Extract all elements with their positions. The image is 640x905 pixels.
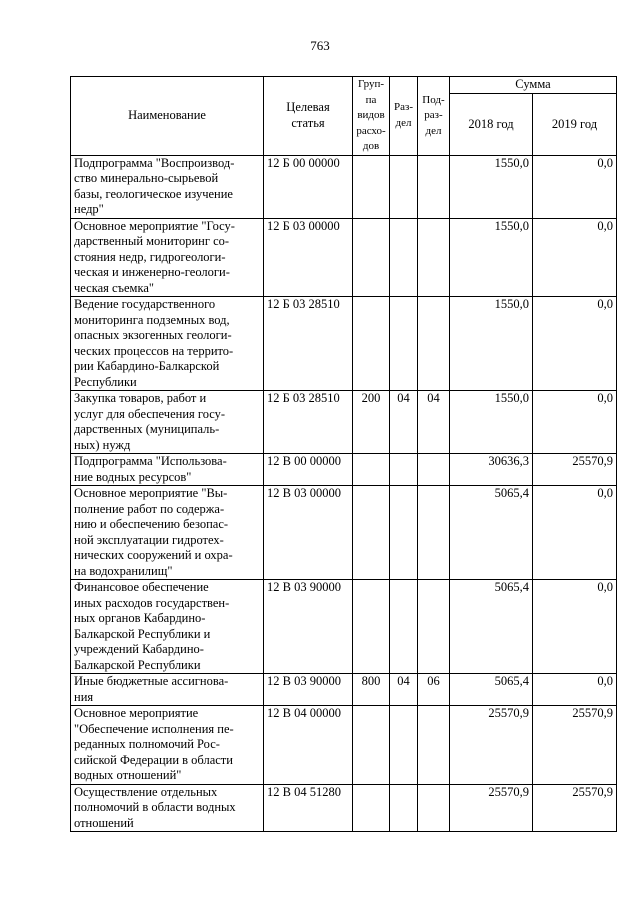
row-name	[71, 391, 264, 454]
row-sum-2019: 25570,9	[533, 454, 617, 486]
row-section: 04	[390, 391, 418, 454]
row-name-line: Ведение государственного	[74, 297, 216, 311]
row-sum-2018: 1550,0	[450, 218, 533, 297]
header-expense-group	[353, 77, 390, 156]
header-target-article-line: Целевая	[286, 100, 330, 115]
row-target-article: 12 Б 00 00000	[264, 155, 353, 218]
row-name-line: ных органов Кабардино-	[74, 611, 206, 625]
header-section	[390, 77, 418, 156]
row-name-line: Финансовое обеспечение	[74, 580, 209, 594]
row-name-line: опасных экзогенных геологи-	[74, 328, 232, 342]
header-target-article-line: статья	[291, 115, 325, 130]
row-expense-group	[353, 155, 390, 218]
header-section-line: дел	[395, 116, 412, 129]
row-target-article: 12 В 03 90000	[264, 674, 353, 706]
row-name-line: водных отношений"	[74, 768, 182, 782]
row-name-line: ство минерально-сырьевой	[74, 171, 219, 185]
row-section	[390, 580, 418, 674]
row-expense-group: 200	[353, 391, 390, 454]
header-expense-group-line: Груп-	[357, 78, 385, 90]
row-target-article: 12 В 03 90000	[264, 580, 353, 674]
row-name-line: нических сооружений и охра-	[74, 548, 233, 562]
row-sum-2018: 1550,0	[450, 297, 533, 391]
row-name-line: ческая и инженерно-геологи-	[74, 265, 230, 279]
row-subsection	[418, 706, 450, 785]
row-name-line: дарственных (муниципаль-	[74, 422, 220, 436]
header-target-article	[264, 77, 353, 156]
row-section	[390, 454, 418, 486]
row-sum-2018: 30636,3	[450, 454, 533, 486]
row-subsection	[418, 218, 450, 297]
row-subsection	[418, 297, 450, 391]
row-name	[71, 218, 264, 297]
row-name-line: ческая съемка"	[74, 280, 155, 295]
row-expense-group	[353, 297, 390, 391]
table-row	[71, 454, 617, 486]
row-name-line: ния	[74, 689, 94, 704]
header-name: Наименование	[71, 77, 264, 156]
header-subsection-line: раз-	[424, 109, 443, 121]
page-number: 763	[310, 38, 330, 53]
header-subsection	[418, 77, 450, 156]
row-name-line: услуг для обеспечения госу-	[74, 406, 226, 421]
row-section	[390, 486, 418, 580]
row-sum-2019: 0,0	[533, 155, 617, 218]
row-name-line: Республики	[74, 374, 137, 389]
row-name-line: ных) нужд	[74, 437, 131, 452]
row-subsection: 04	[418, 391, 450, 454]
row-name	[71, 454, 264, 486]
row-sum-2018: 1550,0	[450, 391, 533, 454]
table-row	[71, 391, 617, 454]
row-expense-group	[353, 454, 390, 486]
row-subsection	[418, 155, 450, 218]
row-name-line: Балкарской Республики и	[74, 626, 211, 641]
row-sum-2019: 25570,9	[533, 784, 617, 832]
row-name-line: полномочий в области водных	[74, 800, 236, 814]
budget-table	[70, 76, 617, 832]
row-sum-2019: 0,0	[533, 297, 617, 391]
row-name-line: Подпрограмма "Воспроизвод-	[74, 155, 235, 170]
row-target-article: 12 Б 03 00000	[264, 218, 353, 297]
header-expense-group-line: расхо-	[356, 124, 386, 137]
table-row	[71, 674, 617, 706]
row-section	[390, 218, 418, 297]
row-name-line: базы, геологическое изучение	[74, 186, 233, 201]
row-name	[71, 706, 264, 785]
row-sum-2018: 5065,4	[450, 580, 533, 674]
row-name	[71, 486, 264, 580]
row-sum-2019: 25570,9	[533, 706, 617, 785]
row-sum-2019: 0,0	[533, 486, 617, 580]
row-target-article: 12 В 04 00000	[264, 706, 353, 785]
row-target-article: 12 Б 03 28510	[264, 391, 353, 454]
row-expense-group	[353, 706, 390, 785]
header-expense-group-line: дов	[362, 140, 380, 152]
row-name-line: мониторинга подземных вод,	[74, 312, 230, 327]
table-row	[71, 297, 617, 391]
row-name-line: иных расходов государствен-	[74, 595, 230, 610]
row-name-line: "Обеспечение исполнения пе-	[74, 721, 234, 736]
row-name-line: реданных полномочий Рос-	[74, 737, 220, 751]
row-name-line: Подпрограмма "Использова-	[74, 454, 227, 468]
row-section	[390, 706, 418, 785]
row-name-line: Основное мероприятие	[74, 706, 199, 720]
row-sum-2018: 1550,0	[450, 155, 533, 218]
row-name-line: на водохранилищ"	[74, 563, 173, 578]
row-name	[71, 297, 264, 391]
row-name-line: Основное мероприятие "Вы-	[74, 486, 228, 500]
row-expense-group	[353, 784, 390, 832]
row-section: 04	[390, 674, 418, 706]
row-name-line: стояния недр, гидрогеологи-	[74, 249, 226, 264]
row-subsection: 06	[418, 674, 450, 706]
row-name-line: Основное мероприятие "Госу-	[74, 218, 235, 233]
header-year-2019: 2019 год	[533, 94, 617, 155]
row-name-line: Балкарской Республики	[74, 657, 201, 672]
row-sum-2018: 5065,4	[450, 674, 533, 706]
row-name-line: недр"	[74, 202, 104, 216]
table-row	[71, 486, 617, 580]
table-row	[71, 218, 617, 297]
row-name-line: дарственный мониторинг со-	[74, 234, 230, 248]
row-sum-2019: 0,0	[533, 218, 617, 297]
row-expense-group: 800	[353, 674, 390, 706]
row-name	[71, 784, 264, 832]
row-expense-group	[353, 218, 390, 297]
row-expense-group	[353, 580, 390, 674]
row-target-article: 12 В 00 00000	[264, 454, 353, 486]
row-expense-group	[353, 486, 390, 580]
row-sum-2018: 25570,9	[450, 784, 533, 832]
row-name-line: Закупка товаров, работ и	[74, 391, 207, 405]
row-target-article: 12 Б 03 28510	[264, 297, 353, 391]
header-year-2018: 2018 год	[450, 94, 533, 155]
header-subsection-line: Под-	[422, 93, 445, 106]
row-target-article: 12 В 04 51280	[264, 784, 353, 832]
table-row	[71, 706, 617, 785]
row-name	[71, 155, 264, 218]
row-sum-2018: 25570,9	[450, 706, 533, 785]
row-sum-2018: 5065,4	[450, 486, 533, 580]
header-section-line: Раз-	[393, 101, 413, 114]
row-section	[390, 784, 418, 832]
header-expense-group-line: видов	[357, 109, 385, 121]
table-row	[71, 580, 617, 674]
header-expense-group-line: па	[365, 93, 377, 106]
row-name-line: отношений	[74, 815, 134, 830]
table-row	[71, 155, 617, 218]
row-name-line: полнение работ по содержа-	[74, 501, 225, 516]
row-name-line: Иные бюджетные ассигнова-	[74, 674, 229, 688]
header-subsection-line: дел	[425, 124, 442, 137]
row-subsection	[418, 454, 450, 486]
row-name-line: ной эксплуатации гидротех-	[74, 532, 224, 547]
row-name	[71, 580, 264, 674]
row-name-line: ческих процессов на террито-	[74, 343, 234, 358]
row-sum-2019: 0,0	[533, 391, 617, 454]
row-name-line: учреждений Кабардино-	[74, 642, 204, 656]
row-subsection	[418, 486, 450, 580]
row-name-line: ние водных ресурсов"	[74, 469, 192, 484]
row-name-line: сийской Федерации в области	[74, 752, 233, 767]
row-target-article: 12 В 03 00000	[264, 486, 353, 580]
row-name	[71, 674, 264, 706]
table-header	[71, 77, 617, 156]
row-name-line: Осуществление отдельных	[74, 784, 218, 799]
row-sum-2019: 0,0	[533, 580, 617, 674]
row-section	[390, 155, 418, 218]
row-subsection	[418, 784, 450, 832]
row-sum-2019: 0,0	[533, 674, 617, 706]
header-sum: Сумма	[450, 77, 617, 94]
table-row	[71, 784, 617, 832]
row-subsection	[418, 580, 450, 674]
row-name-line: рии Кабардино-Балкарской	[74, 359, 220, 373]
row-section	[390, 297, 418, 391]
row-name-line: нию и обеспечению безопас-	[74, 517, 229, 531]
table-body	[71, 155, 617, 832]
